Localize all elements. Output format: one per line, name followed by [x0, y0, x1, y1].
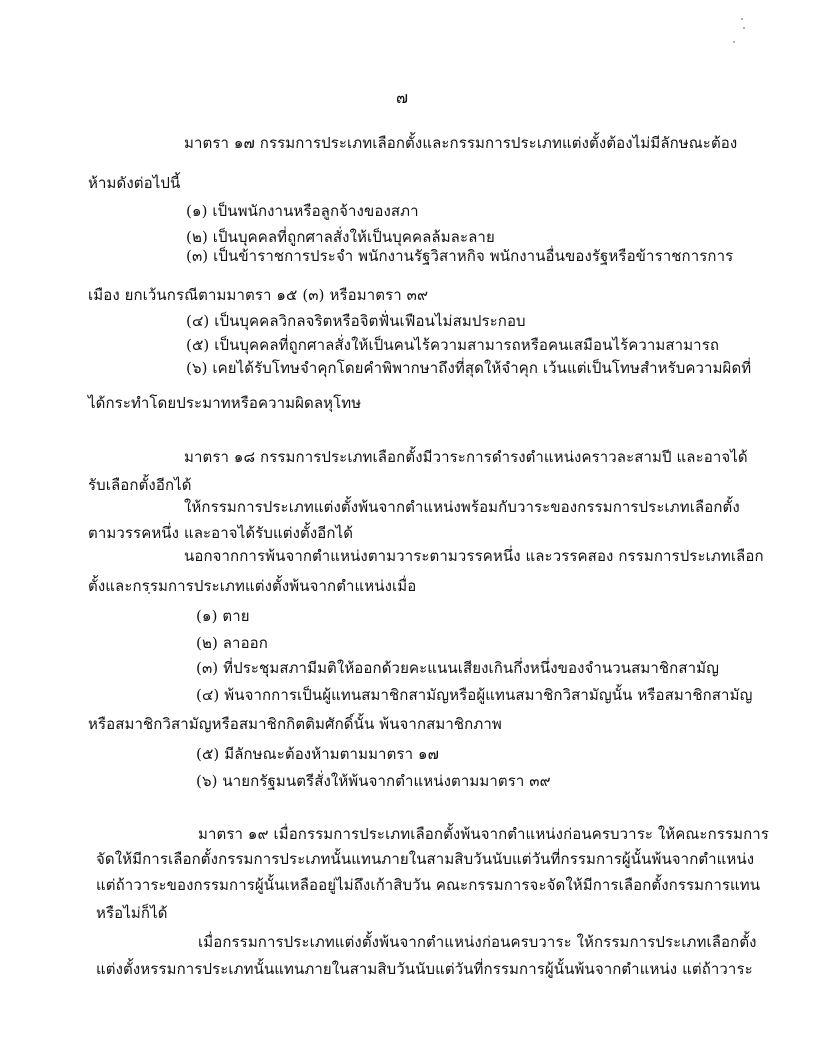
scan-speck [741, 18, 743, 20]
section-19-heading: มาตรา ๑๙ เมื่อกรรมการประเภทเลือกตั้งพ้นจากตำแหน่งก่อนครบวาระ ให้คณะกรรมการ [198, 825, 769, 843]
text-line: ได้กระทำโดยประมาทหรือความผิดลหุโทษ [88, 394, 362, 412]
list-item: (๓) ที่ประชุมสภามีมติให้ออกด้วยคะแนนเสียงเกินกึ่งหนึ่งของจำนวนสมาชิกสามัญ [196, 659, 719, 677]
list-item: (๒) ลาออก [196, 634, 268, 652]
text-line: ให้กรรมการประเภทแต่งตั้งพ้นจากตำแหน่งพร้อมกับวาระของกรรมการประเภทเลือกตั้ง [184, 498, 740, 516]
list-item: (๕) มีลักษณะต้องห้ามตามมาตรา ๑๗ [196, 745, 439, 763]
section-18-heading: มาตรา ๑๘ กรรมการประเภทเลือกตั้งมีวาระการดำรงตำแหน่งคราวละสามปี และอาจได้ [184, 448, 748, 466]
list-item: (๔) เป็นบุคคลวิกลจริตหรือจิตฟั่นเฟือนไม่สมประกอบ [186, 312, 526, 330]
text-line: หรือไม่ก็ได้ [96, 904, 168, 922]
scan-speck [743, 27, 745, 29]
text-line: เมื่อกรรมการประเภทแต่งตั้งพ้นจากตำแหน่งก่อนครบวาระ ให้กรรมการประเภทเลือกตั้ง [198, 933, 757, 951]
text-line: แต่ถ้าวาระของกรรมการผู้นั้นเหลืออยู่ไม่ถึงเก้าสิบวัน คณะกรรมการจะจัดให้มีการเลือกตั้งกรรมการแทน [96, 876, 761, 894]
text-line: จัดให้มีการเลือกตั้งกรรมการประเภทนั้นแทนภายในสามสิบวันนับแต่วันที่กรรมการผู้นั้นพ้นจากตำแหน่ง [96, 850, 755, 868]
text-line: นอกจากการพ้นจากตำแหน่งตามวาระตามวรรคหนึ่ง และวรรคสอง กรรมการประเภทเลือก [184, 547, 764, 565]
list-item: (๑) ตาย [196, 607, 250, 625]
text-line: ห้ามดังต่อไปนี้ [88, 174, 181, 192]
list-item: (๖) เคยได้รับโทษจำคุกโดยคำพิพากษาถึงที่สุดให้จำคุก เว้นแต่เป็นโทษสำหรับความผิดที่ [186, 359, 752, 377]
list-item: (๖) นายกรัฐมนตรีสั่งให้พ้นจากตำแหน่งตามมาตรา ๓๙ [196, 772, 551, 790]
list-item: (๔) พ้นจากการเป็นผู้แทนสมาชิกสามัญหรือผู้แทนสมาชิกวิสามัญนั้น หรือสมาชิกสามัญ [196, 686, 753, 704]
scan-speck [733, 41, 735, 43]
list-item: (๒) เป็นบุคคลที่ถูกศาลสั่งให้เป็นบุคคลล้มละลาย [186, 228, 495, 246]
list-item: (๑) เป็นพนักงานหรือลูกจ้างของสภา [186, 202, 419, 220]
section-17-heading: มาตรา ๑๗ กรรมการประเภทเลือกตั้งและกรรมการประเภทแต่งตั้งต้องไม่มีลักษณะต้อง [184, 134, 738, 152]
list-item: (๕) เป็นบุคคลที่ถูกศาลสั่งให้เป็นคนไร้ความสามารถหรือคนเสมือนไร้ความสามารถ [186, 336, 720, 354]
page-number: ๗ [396, 88, 409, 107]
text-line: หรือสมาชิกวิสามัญหรือสมาชิกกิตติมศักดิ์นั้น พ้นจากสมาชิกภาพ [88, 715, 502, 733]
text-line: ตั้งและกรรมการประเภทแต่งตั้งพ้นจากตำแหน่งเมื่อ [88, 577, 417, 595]
list-item: (๓) เป็นข้าราชการประจำ พนักงานรัฐวิสาหกิจ พนักงานอื่นของรัฐหรือข้าราชการการ [186, 247, 734, 265]
text-line: แต่งตั้งหรรมการประเภทนั้นแทนภายในสามสิบวันนับแต่วันที่กรรมการผู้นั้นพ้นจากตำแหน่ง แต่ถ้าวาระ [96, 960, 753, 978]
text-line: เมือง ยกเว้นกรณีตามมาตรา ๑๕ (๓) หรือมาตรา ๓๙ [88, 286, 429, 304]
text-line: รับเลือกตั้งอีกได้ [88, 476, 192, 494]
text-line: ตามวรรคหนึ่ง และอาจได้รับแต่งตั้งอีกได้ [88, 524, 354, 542]
